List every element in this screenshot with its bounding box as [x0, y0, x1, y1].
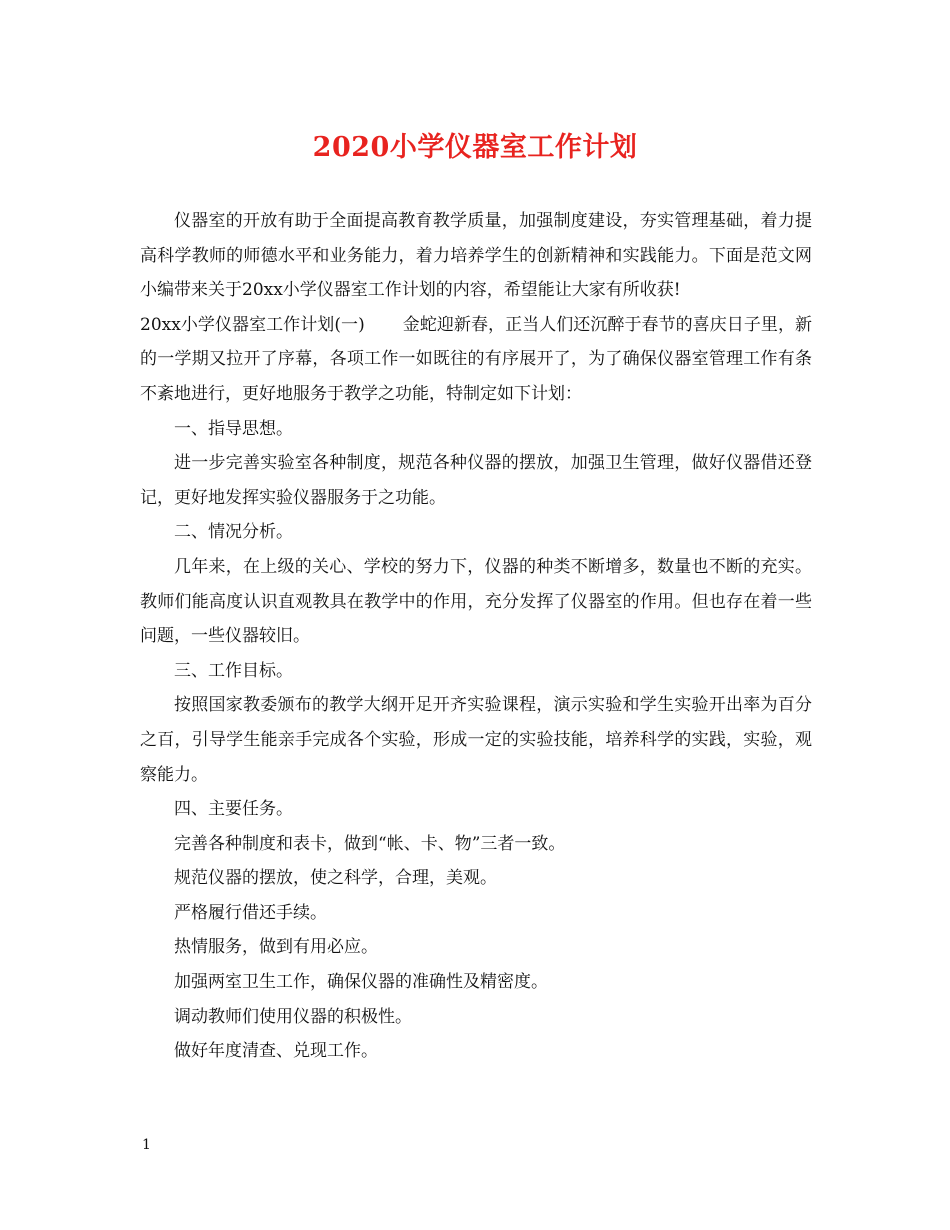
plan-paragraph	[140, 308, 812, 412]
section-paragraph: 几年来，在上级的关心、学校的努力下，仪器的种类不断增多，数量也不断的充实。教师们能高度认识直观教具在教学中的作用，充分发挥了仪器室的作用。但也存在着一些问题，一些仪器较旧。	[140, 556, 812, 647]
section-heading: 一、指导思想。	[174, 418, 293, 439]
document-title: 2020小学仪器室工作计划	[312, 132, 638, 163]
task-item: 严格履行借还手续。	[174, 902, 327, 923]
page-number: 1	[142, 1137, 151, 1153]
section-heading: 二、情况分析。	[174, 522, 293, 543]
section-heading: 四、主要任务。	[174, 799, 293, 820]
intro-paragraph: 仪器室的开放有助于全面提高教育教学质量，加强制度建设，夯实管理基础，着力提高科学教师的师德水平和业务能力，着力培养学生的创新精神和实践能力。下面是范文网小编带来关于20xx小学仪器室工作计划的内容，希望能让大家有所收获!	[140, 211, 812, 301]
plan-heading: 20xx小学仪器室工作计划(一)	[140, 314, 365, 335]
task-item: 热情服务，做到有用必应。	[174, 937, 378, 958]
document-body	[140, 204, 812, 1069]
task-item: 调动教师们使用仪器的积极性。	[174, 1006, 412, 1027]
task-item: 做好年度清查、兑现工作。	[174, 1041, 378, 1062]
task-item: 完善各种制度和表卡，做到“帐、卡、物”三者一致。	[174, 833, 566, 854]
section-paragraph: 进一步完善实验室各种制度，规范各种仪器的摆放，加强卫生管理，做好仪器借还登记，更好地发挥实验仪器服务于之功能。	[140, 453, 812, 508]
section-paragraph: 按照国家教委颁布的教学大纲开足开齐实验课程，演示实验和学生实验开出率为百分之百，引导学生能亲手完成各个实验，形成一定的实验技能，培养科学的实践，实验，观察能力。	[140, 695, 812, 785]
task-item: 加强两室卫生工作，确保仪器的准确性及精密度。	[174, 972, 548, 993]
task-item: 规范仪器的摆放，使之科学，合理，美观。	[174, 868, 497, 889]
section-heading: 三、工作目标。	[174, 660, 293, 681]
plan-opening: 金蛇迎新春，正当人们还沉醉于春节的喜庆日子里，新的一学期又拉开了序幕，各项工作一如既往的有序展开了，为了确保仪器室管理工作有条不紊地进行，更好地服务于教学之功能，特制定如下计划：	[140, 314, 812, 404]
